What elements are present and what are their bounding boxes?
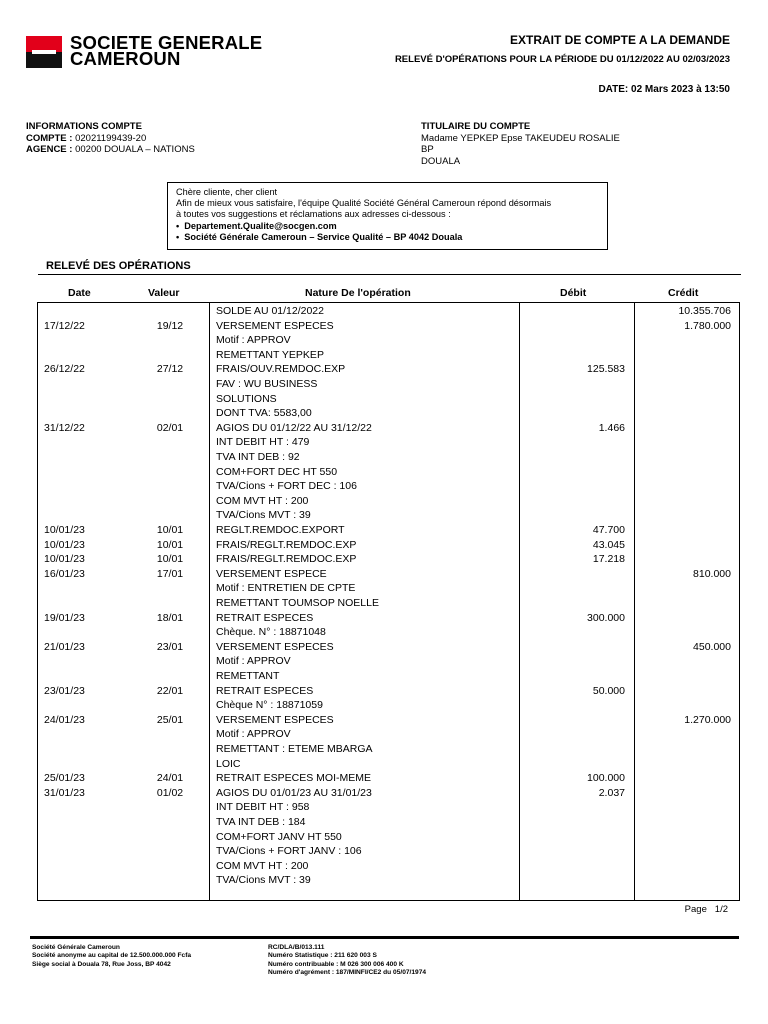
row-value-date: 22/01 xyxy=(156,684,184,697)
row-debit: 47.700 xyxy=(592,524,625,536)
row-nature: Motif : APPROV xyxy=(216,728,291,741)
row-debit: 2.037 xyxy=(598,786,625,799)
row-credit: 1.270.000 xyxy=(684,713,731,726)
row-nature: Chèque N° : 18871059 xyxy=(216,699,323,712)
table-row xyxy=(38,654,739,669)
period-subtitle: RELEVÉ D'OPÉRATIONS POUR LA PÉRIODE DU 01/12/2022 AU 02/03/2023 xyxy=(394,54,730,65)
row-nature: VERSEMENT ESPECES xyxy=(216,713,334,726)
row-credit: 810.000 xyxy=(693,567,731,580)
account-holder xyxy=(421,121,620,167)
table-row xyxy=(38,362,739,377)
table-row xyxy=(38,523,739,538)
row-nature: Motif : ENTRETIEN DE CPTE xyxy=(216,582,356,595)
page-value: 1/2 xyxy=(714,904,728,915)
footer-right xyxy=(268,944,426,977)
row-nature: SOLDE AU 01/12/2022 xyxy=(216,305,324,317)
branch-value: 00200 DOUALA – NATIONS xyxy=(75,144,195,155)
row-date: 25/01/23 xyxy=(44,772,85,785)
table-row xyxy=(38,713,739,728)
row-credit: 10.355.706 xyxy=(678,305,731,317)
row-nature: Motif : APPROV xyxy=(216,655,291,668)
row-debit: 1.466 xyxy=(598,421,625,434)
table-row xyxy=(38,508,739,523)
row-nature: LOIC xyxy=(216,757,241,770)
row-nature: TVA INT DEB : 184 xyxy=(216,816,306,828)
table-row xyxy=(38,348,739,363)
table-row xyxy=(38,377,739,392)
row-date: 10/01/23 xyxy=(44,538,85,551)
operations-table xyxy=(37,302,740,901)
quality-notice-box xyxy=(167,182,608,250)
row-value-date: 17/01 xyxy=(156,567,184,580)
table-row xyxy=(38,873,739,888)
row-date: 23/01/23 xyxy=(44,684,85,697)
row-nature: REMETTANT TOUMSOP NOELLE xyxy=(216,597,379,609)
holder-bp: BP xyxy=(421,144,434,155)
table-row xyxy=(38,479,739,494)
footer-divider xyxy=(30,936,739,939)
row-date: 19/01/23 xyxy=(44,611,85,624)
table-row xyxy=(38,421,739,436)
table-row xyxy=(38,611,739,626)
row-nature: COM+FORT DEC HT 550 xyxy=(216,465,338,478)
row-value-date: 02/01 xyxy=(156,421,184,434)
row-nature: RETRAIT ESPECES xyxy=(216,684,314,697)
row-debit: 43.045 xyxy=(592,538,625,551)
holder-city: DOUALA xyxy=(421,155,461,167)
table-row xyxy=(38,567,739,582)
row-value-date: 25/01 xyxy=(156,713,184,726)
row-nature: REMETTANT YEPKEP xyxy=(216,348,324,361)
row-date: 31/12/22 xyxy=(44,421,85,434)
table-row xyxy=(38,859,739,874)
table-row xyxy=(38,800,739,815)
row-nature: AGIOS DU 01/12/22 AU 31/12/22 xyxy=(216,421,372,434)
row-date: 10/01/23 xyxy=(44,553,85,566)
row-nature: DONT TVA: 5583,00 xyxy=(216,407,312,420)
footer-left-line: Siège social à Douala 78, Rue Joss, BP 4042 xyxy=(32,960,171,968)
account-info-heading: INFORMATIONS COMPTE xyxy=(26,121,142,132)
branch-label: AGENCE : xyxy=(26,144,73,155)
notice-greeting: Chère cliente, cher client xyxy=(176,187,278,197)
account-info xyxy=(26,121,195,156)
row-nature: INT DEBIT HT : 479 xyxy=(216,436,310,449)
row-nature: RETRAIT ESPECES MOI-MEME xyxy=(216,772,371,785)
column-header-debit: Débit xyxy=(560,287,587,299)
column-header-credit: Crédit xyxy=(668,287,699,299)
row-nature: FRAIS/OUV.REMDOC.EXP xyxy=(216,363,346,376)
table-row xyxy=(38,450,739,465)
table-row xyxy=(38,815,739,830)
column-header-valeur: Valeur xyxy=(148,287,180,299)
row-credit: 1.780.000 xyxy=(684,319,731,332)
row-nature: RETRAIT ESPECES xyxy=(216,611,314,624)
table-row xyxy=(38,771,739,786)
footer-right-line: Numéro contribuable : M 026 300 006 400 K xyxy=(268,960,404,968)
column-header-date: Date xyxy=(68,287,91,299)
page-number xyxy=(685,904,728,915)
row-credit: 450.000 xyxy=(693,640,731,653)
row-nature: VERSEMENT ESPECE xyxy=(216,567,327,580)
row-nature: TVA/Cions + FORT JANV : 106 xyxy=(216,845,362,858)
table-row xyxy=(38,596,739,611)
row-value-date: 10/01 xyxy=(156,553,184,566)
row-debit: 17.218 xyxy=(592,553,625,566)
row-nature: Chèque. N° : 18871048 xyxy=(216,626,326,639)
table-row xyxy=(38,392,739,407)
footer-left xyxy=(32,944,191,969)
row-value-date: 18/01 xyxy=(156,611,184,624)
table-row xyxy=(38,757,739,772)
page-label: Page xyxy=(684,904,707,915)
document-title: EXTRAIT DE COMPTE A LA DEMANDE xyxy=(509,33,730,47)
row-debit: 50.000 xyxy=(592,684,625,697)
row-nature: SOLUTIONS xyxy=(216,392,277,405)
table-row xyxy=(38,406,739,421)
account-number-label: COMPTE : xyxy=(26,132,73,144)
account-number: 02021199439-20 xyxy=(75,132,147,144)
row-value-date: 27/12 xyxy=(156,363,184,376)
row-value-date: 10/01 xyxy=(156,524,184,536)
row-date: 24/01/23 xyxy=(44,713,85,726)
section-divider xyxy=(38,274,741,275)
notice-body-2: à toutes vos suggestions et réclamations aux adresses ci-dessous : xyxy=(176,209,451,220)
table-row xyxy=(38,319,739,334)
row-date: 31/01/23 xyxy=(44,786,85,799)
table-row xyxy=(38,698,739,713)
table-row xyxy=(38,304,739,319)
row-nature: REGLT.REMDOC.EXPORT xyxy=(216,524,345,536)
row-value-date: 19/12 xyxy=(156,319,184,332)
row-nature: TVA/Cions MVT : 39 xyxy=(216,509,311,522)
column-header-nature: Nature De l'opération xyxy=(305,287,411,299)
footer-right-line: Numéro d'agrément : 187/MINFI/CE2 du 05/07/1974 xyxy=(268,968,427,976)
row-value-date: 10/01 xyxy=(156,538,184,551)
notice-body-1: Afin de mieux vous satisfaire, l'équipe Qualité Société Général Cameroun répond désormais xyxy=(176,198,552,209)
row-nature: REMETTANT : ETEME MBARGA xyxy=(216,743,373,755)
table-row xyxy=(38,333,739,348)
row-date: 16/01/23 xyxy=(44,567,85,580)
row-date: 17/12/22 xyxy=(44,319,85,332)
row-nature: INT DEBIT HT : 958 xyxy=(216,801,310,814)
row-debit: 125.583 xyxy=(587,363,625,376)
table-row xyxy=(38,581,739,596)
bank-logo-icon xyxy=(26,36,62,68)
table-row xyxy=(38,435,739,450)
row-date: 10/01/23 xyxy=(44,524,85,536)
footer-left-line: Société Générale Cameroun xyxy=(32,944,120,951)
row-nature: TVA INT DEB : 92 xyxy=(216,451,300,463)
row-nature: AGIOS DU 01/01/23 AU 31/01/23 xyxy=(216,786,372,799)
row-nature: FRAIS/REGLT.REMDOC.EXP xyxy=(216,553,357,566)
row-date: 21/01/23 xyxy=(44,640,85,653)
row-debit: 300.000 xyxy=(587,611,625,624)
holder-heading: TITULAIRE DU COMPTE xyxy=(421,121,531,132)
table-row xyxy=(38,742,739,757)
table-row xyxy=(38,465,739,480)
row-date: 26/12/22 xyxy=(44,363,85,376)
table-row xyxy=(38,727,739,742)
row-nature: VERSEMENT ESPECES xyxy=(216,319,334,332)
row-nature: FRAIS/REGLT.REMDOC.EXP xyxy=(216,538,357,551)
row-nature: COM+FORT JANV HT 550 xyxy=(216,830,342,843)
row-nature: COM MVT HT : 200 xyxy=(216,494,309,507)
row-debit: 100.000 xyxy=(587,772,625,785)
row-value-date: 01/02 xyxy=(156,786,184,799)
table-row xyxy=(38,538,739,553)
row-nature: Motif : APPROV xyxy=(216,334,291,347)
notice-email[interactable]: • Departement.Qualite@socgen.com xyxy=(176,221,607,232)
operations-section-title: RELEVÉ DES OPÉRATIONS xyxy=(46,260,191,272)
table-row xyxy=(38,844,739,859)
table-row xyxy=(38,494,739,509)
table-row xyxy=(38,786,739,801)
notice-address: • Société Générale Cameroun – Service Qualité – BP 4042 Douala xyxy=(176,232,607,243)
row-nature: COM MVT HT : 200 xyxy=(216,859,309,872)
row-nature: VERSEMENT ESPECES xyxy=(216,640,334,653)
row-nature: REMETTANT xyxy=(216,670,280,682)
footer-right-line: Numéro Statistique : 211 620 003 S xyxy=(268,952,377,960)
row-nature: TVA/Cions + FORT DEC : 106 xyxy=(216,480,357,493)
footer-right-line: RC/DLA/B/013.111 xyxy=(268,944,325,951)
table-row xyxy=(38,684,739,699)
footer-left-line: Société anonyme au capital de 12.500.000.000 Fcfa xyxy=(32,952,192,960)
holder-name: Madame YEPKEP Epse TAKEUDEU ROSALIE xyxy=(421,132,620,144)
table-row xyxy=(38,640,739,655)
logo-line-2: CAMEROUN xyxy=(70,48,181,69)
statement-date: DATE: 02 Mars 2023 à 13:50 xyxy=(598,84,730,95)
logo-line-1: SOCIETE GENERALE xyxy=(70,32,263,53)
row-nature: TVA/Cions MVT : 39 xyxy=(216,874,311,887)
row-value-date: 24/01 xyxy=(156,772,184,785)
table-row xyxy=(38,669,739,684)
table-row xyxy=(38,552,739,567)
row-value-date: 23/01 xyxy=(156,640,184,653)
table-row xyxy=(38,625,739,640)
row-nature: FAV : WU BUSINESS xyxy=(216,378,318,390)
bank-logo-wordmark xyxy=(70,32,263,69)
table-row xyxy=(38,830,739,845)
